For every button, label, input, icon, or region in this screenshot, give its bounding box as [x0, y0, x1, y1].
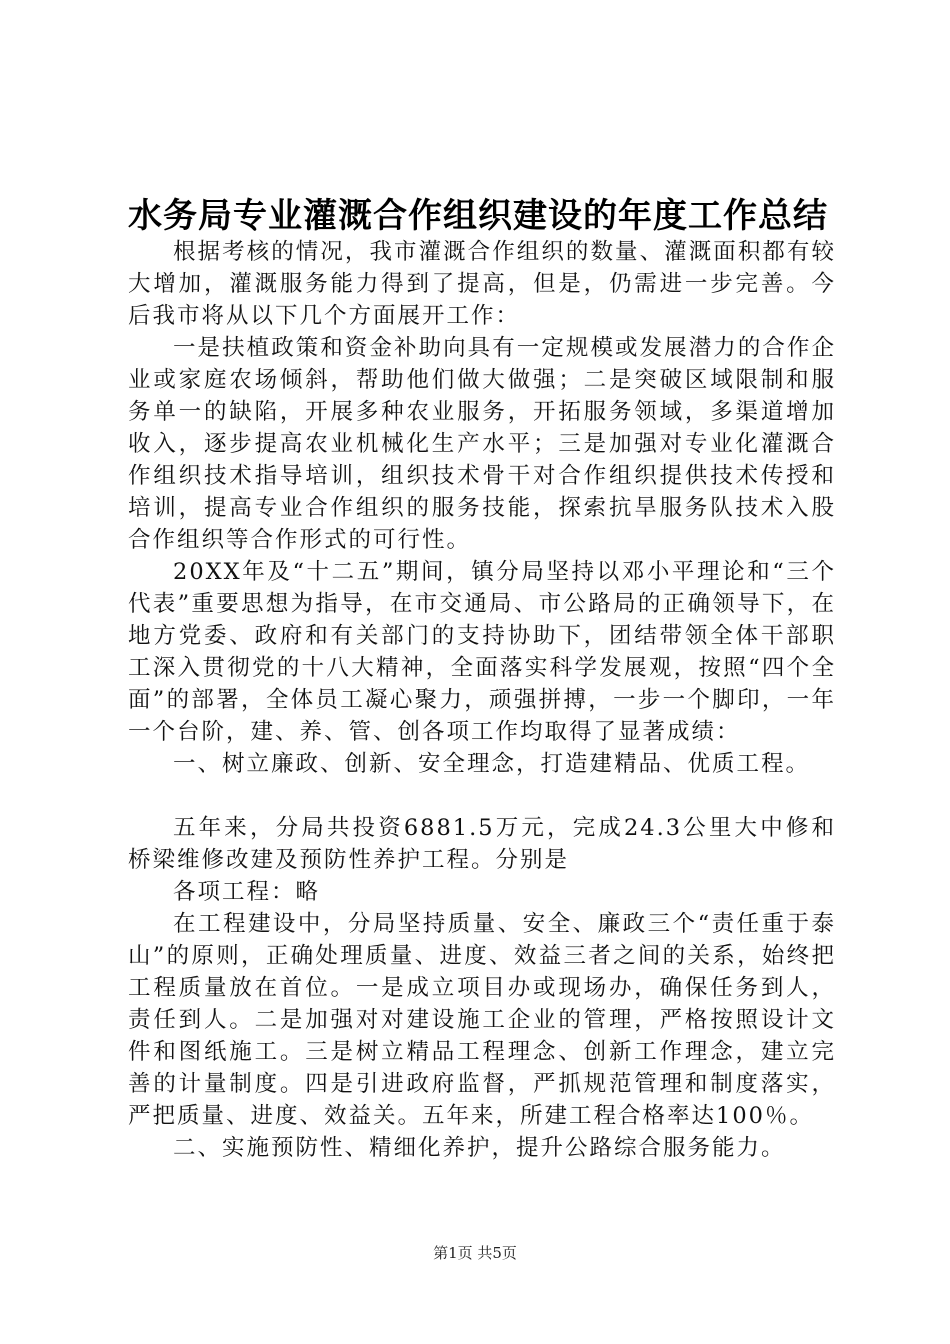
page-footer: 第1页 共5页 — [433, 1244, 517, 1262]
paragraph-intro: 根据考核的情况，我市灌溉合作组织的数量、灌溉面积都有较大增加，灌溉服务能力得到了提高，但是，仍需进一步完善。今后我市将从以下几个方面展开工作： — [128, 239, 836, 329]
paragraph-quality: 在工程建设中，分局坚持质量、安全、廉政三个“责任重于泰山”的原则，正确处理质量、进度、效益三者之间的关系，始终把工程质量放在首位。一是成立项目办或现场办，确保任务到人，责任到人。二是加强对对建设施工企业的管理，严格按照设计文件和图纸施工。三是树立精品工程理念、创新工作理念，建立完善的计量制度。四是引进政府监督，严抓规范管理和制度落实，严把质量、进度、效益关。五年来，所建工程合格率达100％。 — [128, 911, 836, 1129]
section-heading-2: 二、实施预防性、精细化养护，提升公路综合服务能力。 — [173, 1135, 786, 1161]
document-body — [128, 236, 836, 1164]
paragraph-investment: 五年来，分局共投资6881.5万元，完成24.3公里大中修和桥梁维修改建及预防性养护工程。分别是 — [128, 815, 836, 873]
paragraph-measures: 一是扶植政策和资金补助向具有一定规模或发展潜力的合作企业或家庭农场倾斜，帮助他们做大做强；二是突破区域限制和服务单一的缺陷，开展多种农业服务，开拓服务领域，多渠道增加收入，逐步提高农业机械化生产水平；三是加强对专业化灌溉合作组织技术指导培训，组织技术骨干对合作组织提供技术传授和培训，提高专业合作组织的服务技能，探索抗旱服务队技术入股合作组织等合作形式的可行性。 — [128, 335, 836, 553]
section-heading-1: 一、树立廉政、创新、安全理念，打造建精品、优质工程。 — [173, 751, 811, 777]
paragraph-projects: 各项工程：略 — [173, 879, 321, 905]
document-title: 水务局专业灌溉合作组织建设的年度工作总结 — [128, 196, 828, 236]
paragraph-achievements: 20XX年及“十二五”期间，镇分局坚持以邓小平理论和“三个代表”重要思想为指导，在市交通局、市公路局的正确领导下，在地方党委、政府和有关部门的支持协助下，团结带领全体干部职工深入贯彻党的十八大精神，全面落实科学发展观，按照“四个全面”的部署，全体员工凝心聚力，顽强拼搏，一步一个脚印，一年一个台阶，建、养、管、创各项工作均取得了显著成绩： — [128, 559, 836, 745]
